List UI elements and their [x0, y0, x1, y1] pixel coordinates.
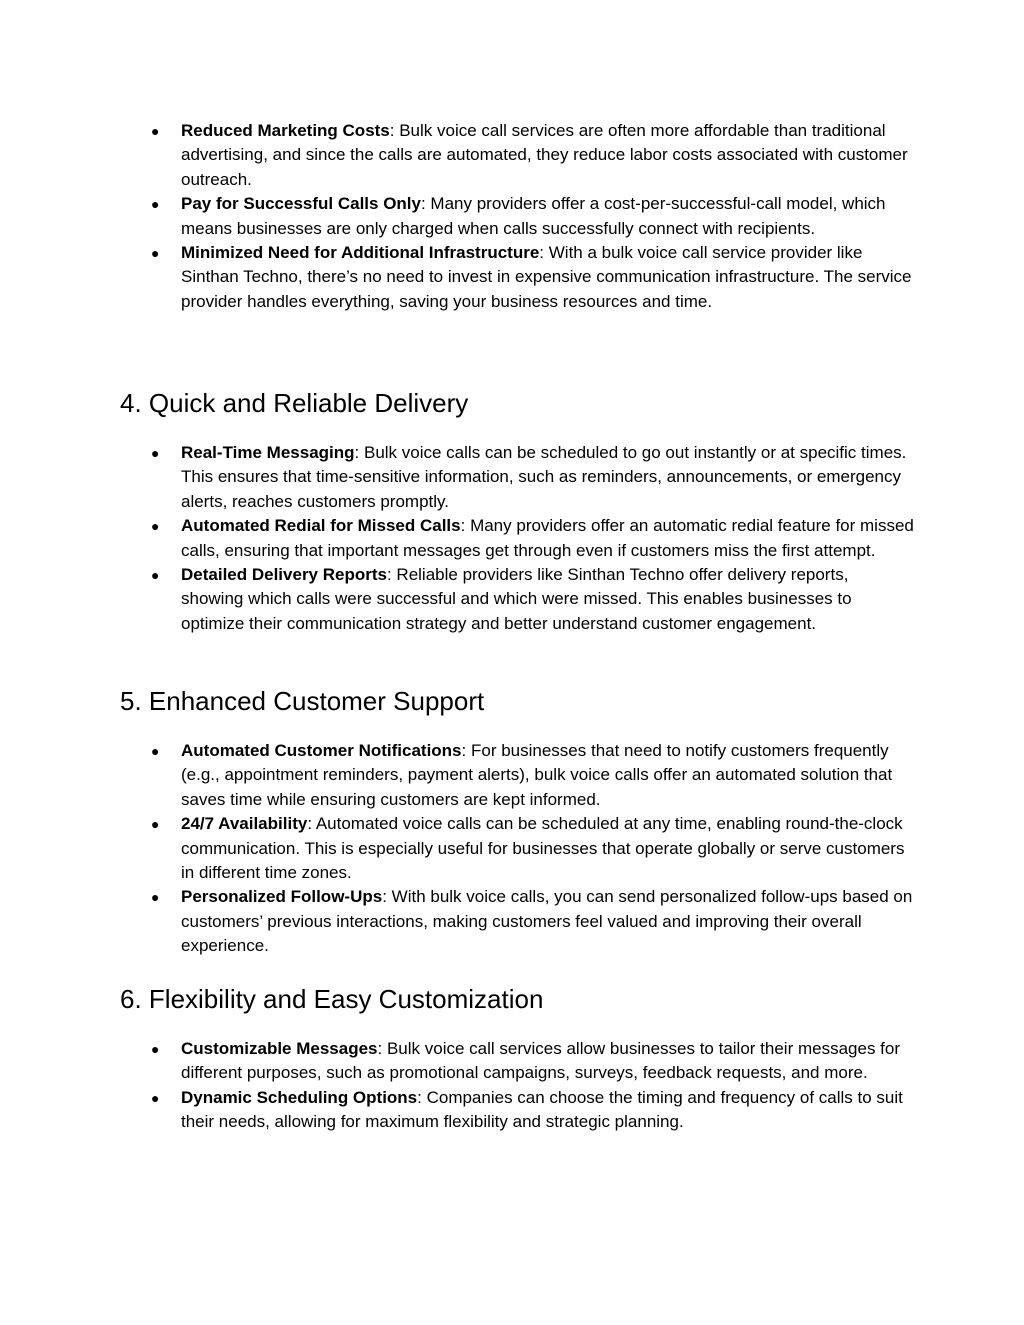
item-title: Pay for Successful Calls Only: [181, 194, 421, 214]
list-item: [0, 514, 1024, 563]
list-item: [0, 885, 1024, 958]
bullet-icon: ●: [151, 123, 160, 139]
item-text: : Many providers offer a cost-per-successful-call model, which means businesses are only charged when calls successfully connect with recipients.: [181, 194, 886, 238]
bullet-icon: ●: [151, 816, 160, 833]
bullet-icon: ●: [151, 196, 160, 213]
bullet-icon: ●: [151, 567, 160, 584]
bullet-list-cost-savings: [0, 119, 1024, 314]
section-heading: 6. Flexibility and Easy Customization: [120, 984, 544, 1014]
item-text: : Many providers offer an automatic redial feature for missed calls, ensuring that important messages get through even if customers miss the first attempt.: [181, 516, 914, 560]
bullet-icon: ●: [151, 889, 160, 906]
list-item: [0, 241, 1024, 314]
item-title: Dynamic Scheduling Options: [181, 1087, 418, 1107]
item-title: Automated Redial for Missed Calls: [181, 516, 461, 536]
list-item: [0, 119, 1024, 192]
bullet-icon: ●: [151, 1089, 160, 1106]
bullet-icon: ●: [151, 445, 160, 461]
item-title: 24/7 Availability: [181, 814, 308, 834]
item-text: : For businesses that need to notify customers frequently (e.g., appointment reminders, payment alerts), bulk voice calls offer an automated solution that saves time while ensuring customers are kept informed.: [181, 741, 893, 809]
list-item: [0, 1086, 1024, 1135]
item-title: Reduced Marketing Costs: [181, 121, 390, 140]
item-text: : Companies can choose the timing and frequency of calls to suit their needs, allowing for maximum flexibility and strategic planning.: [181, 1087, 903, 1132]
list-item: [0, 192, 1024, 241]
list-item: [0, 441, 1024, 514]
item-text: : Bulk voice call services are often more affordable than traditional advertising, and since the calls are automated, they reduce labor costs associated with customer outreach.: [181, 121, 908, 189]
bullet-icon: ●: [151, 518, 160, 535]
item-title: Detailed Delivery Reports: [181, 565, 387, 585]
item-title: Customizable Messages: [181, 1039, 378, 1058]
item-text: : With bulk voice calls, you can send personalized follow-ups based on customers’ previous interactions, making customers feel valued and improving their overall experience.: [181, 887, 913, 956]
bullet-icon: ●: [151, 245, 160, 262]
item-title: Minimized Need for Additional Infrastructure: [181, 243, 540, 263]
item-text: : Automated voice calls can be scheduled at any time, enabling round-the-clock communication. This is especially useful for businesses that operate globally or serve customers in different time zones.: [181, 814, 905, 883]
item-title: Real-Time Messaging: [181, 443, 355, 462]
item-text: : Bulk voice call services allow businesses to tailor their messages for different purposes, such as promotional campaigns, surveys, feedback requests, and more.: [181, 1039, 901, 1083]
item-text: : Bulk voice calls can be scheduled to go out instantly or at specific times. This ensures that time-sensitive information, such as reminders, announcements, or emergency alerts, reaches customers promptly.: [181, 443, 907, 511]
item-text: : With a bulk voice call service provider like Sinthan Techno, there’s no need to invest in expensive communication infrastructure. The service provider handles everything, saving your business resources and time.: [181, 243, 912, 311]
bullet-list-delivery: [0, 441, 1024, 636]
list-item: [0, 563, 1024, 636]
bullet-icon: ●: [151, 1041, 160, 1057]
item-title: Automated Customer Notifications: [181, 741, 462, 760]
bullet-icon: ●: [151, 743, 160, 759]
list-item: [0, 812, 1024, 885]
section-heading: 5. Enhanced Customer Support: [120, 686, 485, 716]
list-item: [0, 739, 1024, 812]
section-heading: 4. Quick and Reliable Delivery: [120, 388, 469, 418]
bullet-list-flexibility: [0, 1037, 1024, 1135]
bullet-list-support: [0, 739, 1024, 959]
list-item: [0, 1037, 1024, 1086]
item-title: Personalized Follow-Ups: [181, 887, 383, 907]
item-text: : Reliable providers like Sinthan Techno offer delivery reports, showing which calls were successful and which were missed. This enables businesses to optimize their communication strategy and better understand customer engagement.: [181, 565, 852, 633]
